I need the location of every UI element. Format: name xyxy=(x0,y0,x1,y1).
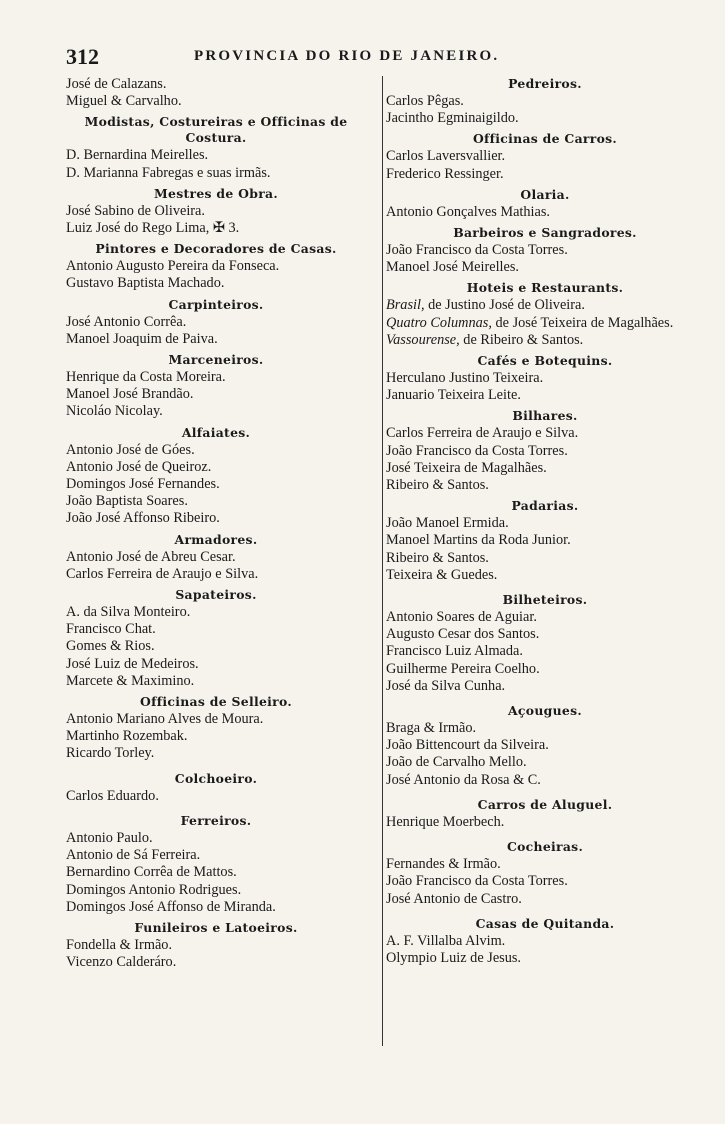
list-item: Bernardino Corrêa de Mattos. xyxy=(66,864,237,881)
section-heading-sapateiros: Sapateiros. xyxy=(175,587,257,603)
list-item: D. Marianna Fabregas e suas irmãs. xyxy=(66,164,271,181)
list-item: José Antonio Corrêa. xyxy=(66,313,187,330)
list-item: Ribeiro & Santos. xyxy=(386,477,489,494)
list-item: José Antonio da Rosa & C. xyxy=(386,771,541,788)
list-item: Francisco Luiz Almada. xyxy=(386,643,523,660)
section-heading-carpinteiros: Carpinteiros. xyxy=(168,296,264,312)
list-item: Antonio de Sá Ferreira. xyxy=(66,847,201,864)
section-heading-marceneiros: Marceneiros. xyxy=(168,352,264,368)
section-heading-pintores: Pintores e Decoradores de Casas. xyxy=(95,241,337,257)
list-item: Carlos Eduardo. xyxy=(66,787,159,804)
page-header xyxy=(66,44,706,70)
list-item: Manoel Joaquim de Paiva. xyxy=(66,330,218,347)
list-item: Antonio José de Góes. xyxy=(66,441,195,458)
list-item: Augusto Cesar dos Santos. xyxy=(386,626,540,643)
list-item: Manoel Martins da Roda Junior. xyxy=(386,532,571,549)
list-item: Henrique Moerbech. xyxy=(386,813,505,830)
hotel-entry xyxy=(386,297,704,314)
list-item: Fondella & Irmão. xyxy=(66,936,173,953)
list-item: Francisco Chat. xyxy=(66,621,156,638)
section-heading-colchoeiro: Colchoeiro. xyxy=(174,770,258,786)
list-item: Antonio José de Abreu Cesar. xyxy=(66,548,236,565)
list-item: Antonio Augusto Pereira da Fonseca. xyxy=(66,258,280,275)
list-item: Carlos Pêgas. xyxy=(386,93,464,109)
list-item: A. da Silva Monteiro. xyxy=(66,604,191,621)
list-item: Marcete & Maximino. xyxy=(66,672,195,689)
list-item: José da Silva Cunha. xyxy=(386,677,506,694)
page-number: 312 xyxy=(66,44,99,69)
section-heading-cocheiras: Cocheiras. xyxy=(506,839,584,855)
list-item: Teixeira & Guedes. xyxy=(386,566,498,583)
list-item: Carlos Laversvallier. xyxy=(386,148,506,165)
list-item: João Francisco da Costa Torres. xyxy=(386,442,568,459)
hotel-owner: de Justino José de Oliveira. xyxy=(424,297,585,314)
list-item: Fernandes & Irmão. xyxy=(386,856,501,873)
list-item: Miguel & Carvalho. xyxy=(66,93,182,110)
list-item: Carlos Ferreira de Araujo e Silva. xyxy=(66,565,259,582)
list-item: Guilherme Pereira Coelho. xyxy=(386,660,540,677)
section-heading-barbeiros: Barbeiros e Sangradores. xyxy=(453,225,637,241)
section-heading-acougues: Açougues. xyxy=(508,703,582,719)
section-heading-pedreiros: Pedreiros. xyxy=(508,76,582,91)
section-heading-armadores: Armadores. xyxy=(174,531,258,547)
hotel-owner: de José Teixeira de Magalhães. xyxy=(491,314,674,331)
hotel-name: Brasil, xyxy=(386,297,425,314)
section-heading-bilhares: Bilhares. xyxy=(512,408,578,424)
section-heading-cafes: Cafés e Botequins. xyxy=(477,353,613,369)
section-heading-quitanda: Casas de Quitanda. xyxy=(475,915,615,931)
list-item: Frederico Ressinger. xyxy=(386,165,504,182)
left-column xyxy=(66,76,366,971)
list-item: João Francisco da Costa Torres. xyxy=(386,873,568,890)
list-item: João Baptista Soares. xyxy=(66,493,188,510)
list-item: Carlos Ferreira de Araujo e Silva. xyxy=(386,425,579,442)
list-item: Antonio Gonçalves Mathias. xyxy=(386,203,550,220)
list-item: Martinho Rozembak. xyxy=(66,728,188,745)
hotel-entry xyxy=(386,315,704,332)
section-heading-alfaiates: Alfaiates. xyxy=(181,424,251,440)
list-item: Braga & Irmão. xyxy=(386,720,477,737)
column-divider xyxy=(382,76,383,1046)
running-title: PROVINCIA DO RIO DE JANEIRO. xyxy=(194,48,500,64)
list-item: Vicenzo Calderáro. xyxy=(66,954,177,971)
list-item: Manoel José Brandão. xyxy=(66,386,194,403)
list-item: A. F. Villalba Alvim. xyxy=(386,932,506,949)
list-item: Domingos José Fernandes. xyxy=(66,476,220,493)
section-heading-mestres: Mestres de Obra. xyxy=(154,185,278,201)
section-heading-modistas: Modistas, Costureiras e Officinas de Costura. xyxy=(84,114,348,146)
section-heading-ferreiros: Ferreiros. xyxy=(180,812,252,828)
list-item: Antonio Soares de Aguiar. xyxy=(386,609,537,626)
list-item: Herculano Justino Teixeira. xyxy=(386,370,544,387)
section-heading-bilheteiros: Bilheteiros. xyxy=(502,592,588,608)
list-item: João Manoel Ermida. xyxy=(386,515,509,532)
section-heading-olaria: Olaria. xyxy=(520,186,570,202)
list-item: Januario Teixeira Leite. xyxy=(386,387,521,404)
list-item: Olympio Luiz de Jesus. xyxy=(386,949,522,966)
list-item: Nicoláo Nicolay. xyxy=(66,403,163,420)
list-item: José Teixeira de Magalhães. xyxy=(386,459,547,476)
list-item: José Sabino de Oliveira. xyxy=(66,202,205,219)
hotel-name: Vassourense, xyxy=(386,331,460,348)
list-item: Antonio José de Queiroz. xyxy=(66,458,212,475)
list-item: Luiz José do Rego Lima, ✠ 3. xyxy=(66,220,240,237)
section-heading-hoteis: Hoteis e Restaurants. xyxy=(466,280,624,296)
list-item: João José Affonso Ribeiro. xyxy=(66,510,220,527)
list-item: D. Bernardina Meirelles. xyxy=(66,147,209,164)
hotel-entry xyxy=(386,332,704,349)
hotel-owner: de Ribeiro & Santos. xyxy=(459,331,584,348)
list-item: Antonio Paulo. xyxy=(66,829,153,846)
list-item: Jacintho Egminaigildo. xyxy=(386,110,519,127)
list-item: Domingos José Affonso de Miranda. xyxy=(66,898,276,915)
hotel-name: Quatro Columnas, xyxy=(386,314,492,331)
section-heading-funileiros: Funileiros e Latoeiros. xyxy=(134,919,298,935)
section-heading-carros: Officinas de Carros. xyxy=(472,131,618,147)
list-item: Ribeiro & Santos. xyxy=(386,549,489,566)
list-item: José Luiz de Medeiros. xyxy=(66,655,199,672)
list-item: Antonio Mariano Alves de Moura. xyxy=(66,711,264,728)
section-heading-selleiro: Officinas de Selleiro. xyxy=(140,694,292,710)
section-heading-aluguel: Carros de Aluguel. xyxy=(477,796,613,812)
list-item: Gomes & Rios. xyxy=(66,638,155,655)
right-column xyxy=(386,76,704,967)
list-item: Gustavo Baptista Machado. xyxy=(66,275,225,292)
list-item: Henrique da Costa Moreira. xyxy=(66,369,226,386)
section-heading-padarias: Padarias. xyxy=(511,498,579,514)
list-item: João Francisco da Costa Torres. xyxy=(386,242,568,259)
list-item: Manoel José Meirelles. xyxy=(386,259,520,276)
list-item: João de Carvalho Mello. xyxy=(386,754,527,771)
list-item: José Antonio de Castro. xyxy=(386,890,522,907)
list-item: Domingos Antonio Rodrigues. xyxy=(66,881,242,898)
list-item: José de Calazans. xyxy=(66,76,167,92)
list-item: Ricardo Torley. xyxy=(66,745,155,762)
list-item: João Bittencourt da Silveira. xyxy=(386,737,549,754)
